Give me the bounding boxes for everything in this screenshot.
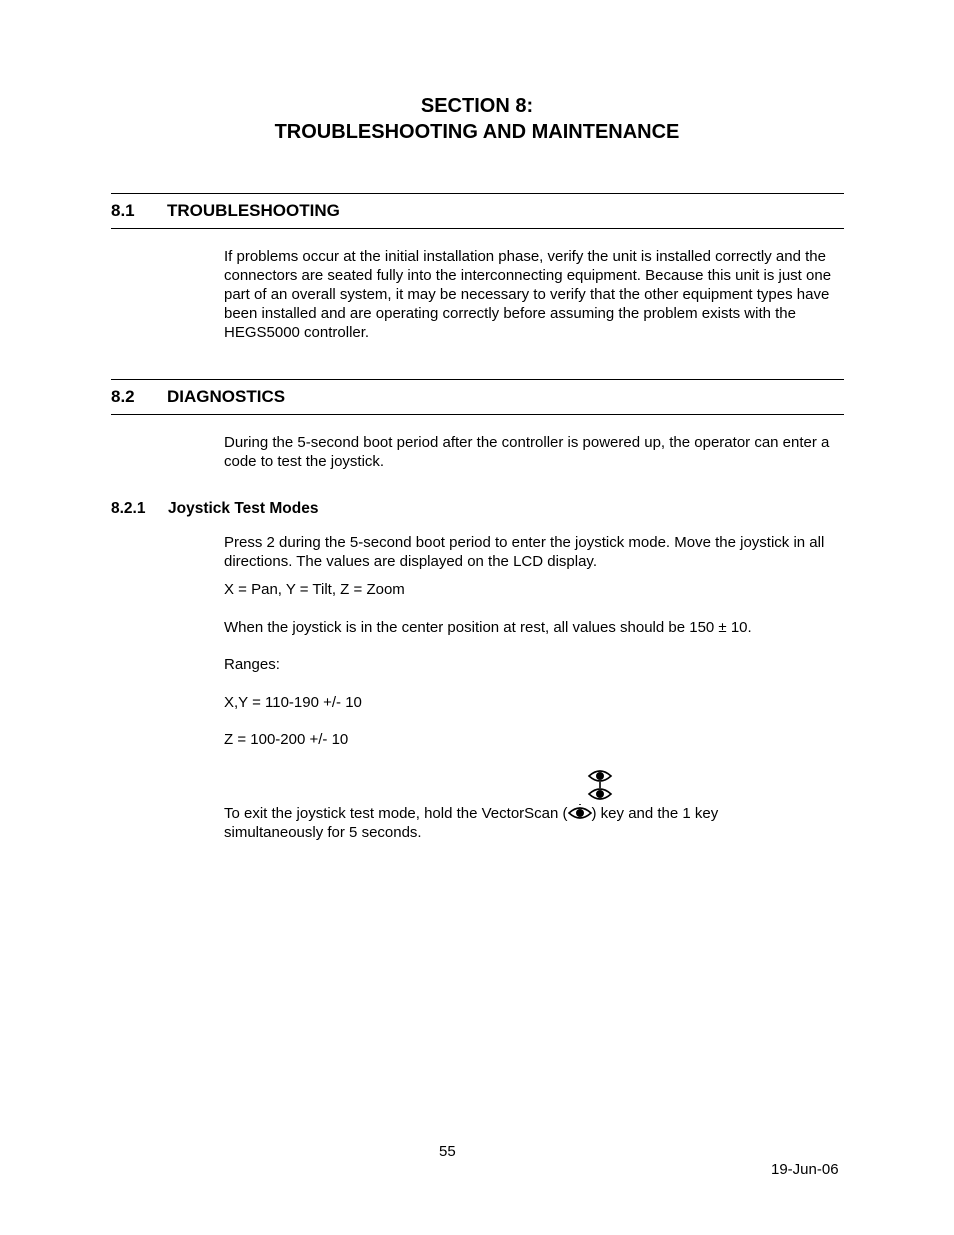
heading-text: DIAGNOSTICS <box>167 387 286 406</box>
troubleshooting-paragraph: If problems occur at the initial installation phase, verify the unit is installed correctly and the connectors are seated fully into the interconnecting equipment. Because this unit is just one part of an overall system, it may be necessary to verify that the other equipment types have been installed and are operating correctly before assuming the problem exists with the HEGS5000 controller. <box>224 248 832 341</box>
axis-mapping-text: X = Pan, Y = Tilt, Z = Zoom <box>224 581 405 598</box>
heading-number: 8.2 <box>111 387 135 406</box>
footer-date: 19-Jun-06 <box>771 1161 839 1178</box>
heading-rule-bottom <box>111 414 844 415</box>
heading-8-1 <box>111 201 340 221</box>
exit-text-line2: simultaneously for 5 seconds. <box>224 824 422 841</box>
heading-rule-top <box>111 193 844 194</box>
section-title-line1: SECTION 8: <box>420 95 534 117</box>
page-number: 55 <box>439 1143 456 1160</box>
center-value-text: When the joystick is in the center position at rest, all values should be 150 ± 10. <box>224 619 752 636</box>
heading-number: 8.1 <box>111 201 135 220</box>
heading-text: Joystick Test Modes <box>168 500 319 517</box>
section-title-line2: TROUBLESHOOTING AND MAINTENANCE <box>274 121 680 143</box>
diagnostics-paragraph: During the 5-second boot period after the controller is powered up, the operator can enter a code to test the joystick. <box>224 434 830 470</box>
joystick-paragraph-1: Press 2 during the 5-second boot period to enter the joystick mode. Move the joystick in all directions. The values are displayed on the LCD display. <box>224 534 825 570</box>
heading-rule-top <box>111 379 844 380</box>
exit-text-start: To exit the joystick test mode, hold the VectorScan ( <box>224 805 568 822</box>
heading-8-2-1 <box>111 499 318 519</box>
vectorscan-stack-icon <box>587 767 613 803</box>
xy-range-text: X,Y = 110-190 +/- 10 <box>224 694 362 711</box>
exit-instructions <box>224 804 844 842</box>
heading-8-2 <box>111 387 285 407</box>
heading-rule-bottom <box>111 228 844 229</box>
heading-number: 8.2.1 <box>111 500 146 517</box>
exit-text-end: ) key and the 1 key <box>591 805 719 822</box>
heading-text: TROUBLESHOOTING <box>167 201 340 220</box>
vectorscan-eye-icon <box>568 804 592 822</box>
ranges-label: Ranges: <box>224 656 280 673</box>
z-range-text: Z = 100-200 +/- 10 <box>224 731 349 748</box>
